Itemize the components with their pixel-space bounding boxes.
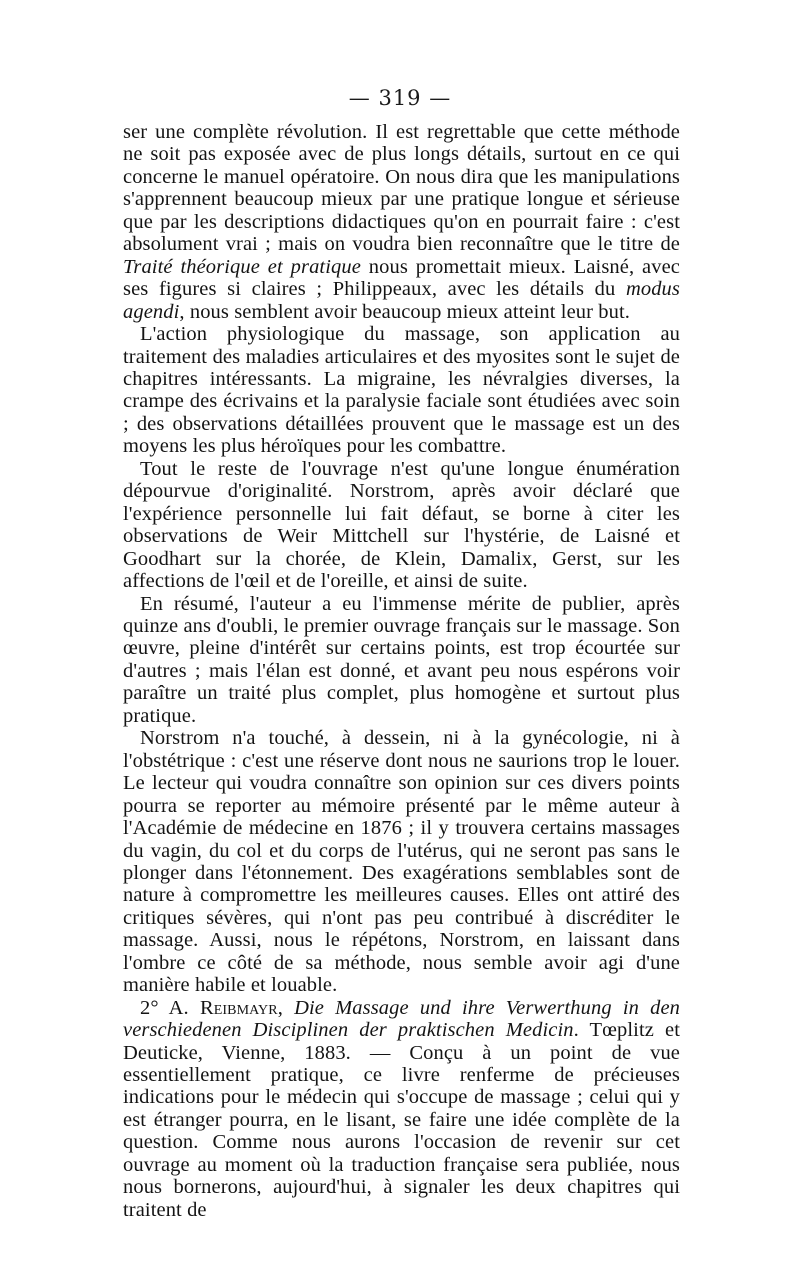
author-name-smallcaps: Reibmayr (199, 996, 278, 1019)
paragraph-2 (123, 323, 680, 458)
page-number: — 319 — (348, 86, 452, 110)
text-run: , (277, 996, 295, 1019)
text-run: ser une complète révolution. Il est regrettable que cette méthode ne soit pas exposée avec de plus longs détails, surtout en ce qui concerne le manuel opératoire. On nous dira que les manipulations s'apprennent beaucoup mieux par une pratique longue et sérieuse que par les descriptions didactiques qu'on en pourrait faire : c'est absolument vrai ; mais on voudra bien reconnaître que le titre de (123, 121, 680, 256)
text-run: Tout le reste de l'ouvrage n'est qu'une longue énumération dépourvue d'originalité. Norstrom, après avoir déclaré que l'expérience personnelle lui fait défaut, se borne à citer les observations de Weir Mittchell sur l'hystérie, de Laisné et Goodhart sur la chorée, de Klein, Damalix, Gerst, sur les affections de l'œil et de l'oreille, et ainsi de suite. (123, 457, 680, 593)
paragraph-1 (123, 121, 680, 323)
book-title-italic: Traité théorique et pratique (123, 255, 361, 278)
body-text (123, 121, 680, 1221)
text-run: , nous semblent avoir beaucoup mieux atteint leur but. (179, 300, 631, 323)
text-run: nous promettait mieux. Laisné, avec ses figures si claires ; Philippeaux, avec les détails du (123, 255, 680, 301)
paragraph-4 (123, 593, 680, 728)
latin-phrase-italic: modus agendi (123, 278, 680, 323)
text-run: Norstrom n'a touché, à dessein, ni à la gynécologie, ni à l'obstétrique : c'est une réserve dont nous ne saurions trop le louer. Le lecteur qui voudra connaître son opinion sur ces divers points pourra se reporter au mémoire présenté par le même auteur à l'Académie de médecine en 1876 ; il y trouvera certains massages du vagin, du col et du corps de l'utérus, qui ne seront pas sans le plonger dans l'étonnement. Des exagérations semblables sont de nature à compromettre les meilleures causes. Elles ont attiré des critiques sévères, qui n'ont pas peu contribué à discréditer le massage. Aussi, nous le répétons, Norstrom, en laissant dans l'ombre ce côté de sa méthode, nous semble avoir agi d'une manière habile et louable. (123, 727, 680, 997)
text-run: En résumé, l'auteur a eu l'immense mérite de publier, après quinze ans d'oubli, le premier ouvrage français sur le massage. Son œuvre, pleine d'intérêt sur certains points, est trop écourtée sur d'autres ; mais l'élan est donné, et avant peu nous espérons voir paraître un traité plus complet, plus homogène et surtout plus pratique. (123, 592, 680, 727)
paragraph-5 (123, 727, 680, 996)
text-run: 2° A. (140, 996, 200, 1019)
book-title-italic: Die Massage und ihre Verwerthung in den verschiedenen Disciplinen der praktischen Medicin (123, 996, 680, 1042)
text-run: . Tœplitz et Deuticke, Vienne, 1883. — Conçu à un point de vue essentiellement pratique, ce livre renferme de précieuses indications pour le médecin qui s'occupe de massage ; celui qui y est étranger pourra, en le lisant, se faire une idée complète de la question. Comme nous aurons l'occasion de revenir sur cet ouvrage au moment où la traduction française sera publiée, nous nous bornerons, aujourd'hui, à signaler les deux chapitres qui traitent de (123, 1019, 681, 1221)
paragraph-3 (123, 458, 680, 593)
paragraph-6 (123, 997, 680, 1222)
text-run: L'action physiologique du massage, son application au traitement des maladies articulaires et des myosites sont le sujet de chapitres intéressants. La migraine, les névralgies diverses, la crampe des écrivains et la paralysie faciale sont étudiées avec soin ; des observations détaillées prouvent que le massage est un des moyens les plus héroïques pour les combattre. (123, 323, 680, 458)
